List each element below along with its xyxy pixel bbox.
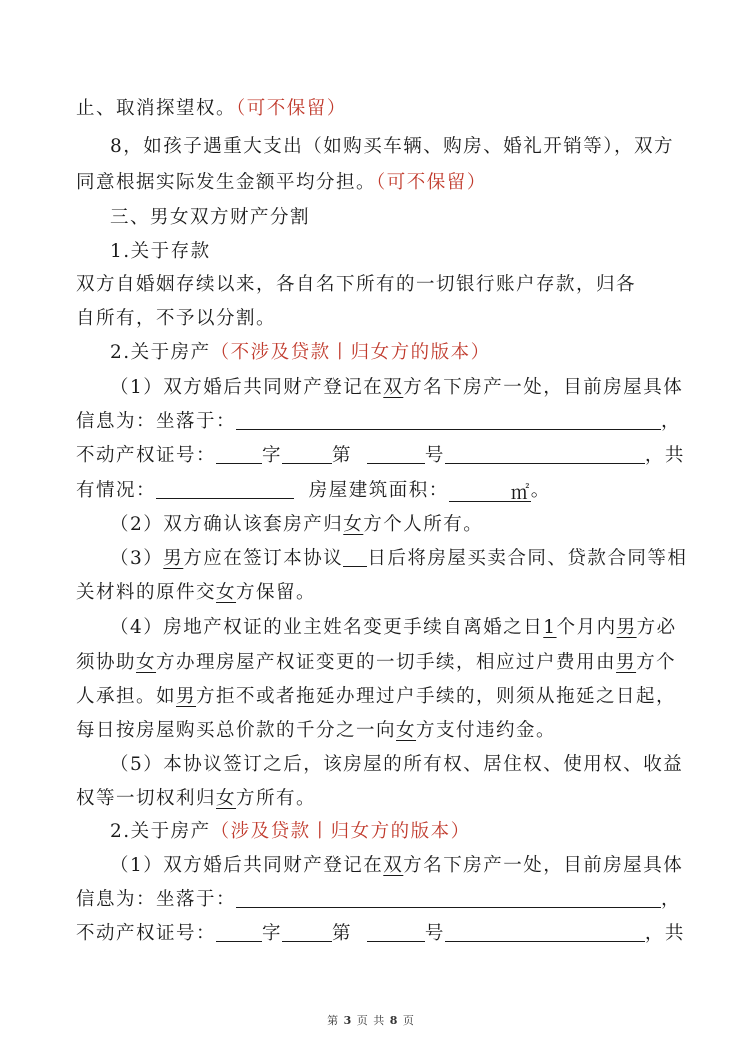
clause-text: 方必 xyxy=(636,617,677,638)
optional-note: （可不保留） xyxy=(236,98,347,119)
clause-text: 方拒不或者拖延办理过户手续的，则须从拖延之日起， xyxy=(196,686,677,707)
total-page-number: 8 xyxy=(389,1014,399,1027)
punctuation: 。 xyxy=(530,480,551,501)
filled-field: 女 xyxy=(396,720,417,741)
clause-text: 方所有。 xyxy=(236,788,317,809)
filled-field: 男 xyxy=(616,617,637,638)
filled-field: 女 xyxy=(343,514,364,535)
clause-text: 双方自婚姻存续以来，各自名下所有的一切银行账户存款，归各 xyxy=(76,274,637,295)
location-blank xyxy=(236,409,661,430)
field-label: 不动产权证号： xyxy=(76,923,217,944)
clause-text: 方个 xyxy=(636,652,677,673)
footer-text: 页 共 xyxy=(356,1014,386,1027)
field-label: 字 xyxy=(262,923,283,944)
clause-text: 方保留。 xyxy=(236,582,317,603)
text-line xyxy=(110,853,683,879)
version-note: （涉及贷款丨归女方的版本） xyxy=(210,821,471,842)
clause-text: 方支付违约金。 xyxy=(416,720,557,741)
clause-text: 自所有，不予以分割。 xyxy=(76,308,277,329)
punctuation: ， xyxy=(661,889,682,910)
section-title: 三、男女双方财产分割 xyxy=(110,207,311,228)
clause-text: （1）双方婚后共同财产登记在 xyxy=(110,855,384,876)
subsection-title: 2.关于房产 xyxy=(110,821,211,842)
text-line xyxy=(76,306,276,332)
clause-text: 权等一切权利归 xyxy=(76,788,217,809)
field-label: 号 xyxy=(424,445,445,466)
text-line xyxy=(110,512,483,538)
filled-field: 男 xyxy=(176,686,197,707)
ownership-blank xyxy=(156,478,294,499)
section-heading xyxy=(110,205,310,231)
days-blank xyxy=(343,546,367,567)
clause-text: 方个人所有。 xyxy=(363,514,484,535)
field-label: 字 xyxy=(262,445,283,466)
filled-field: 女 xyxy=(216,788,237,809)
clause-text: 须协助 xyxy=(76,652,137,673)
filled-field: 女 xyxy=(216,582,237,603)
cert-blank-3 xyxy=(367,921,425,942)
field-label: 不动产权证号： xyxy=(76,445,217,466)
clause-text: 日后将房屋买卖合同、贷款合同等相 xyxy=(367,548,688,569)
field-label: 有情况： xyxy=(76,480,157,501)
clause-text: 止、取消探望权。 xyxy=(76,98,237,119)
clause-text: 关材料的原件交 xyxy=(76,582,217,603)
text-line xyxy=(110,752,683,778)
subsection-heading xyxy=(110,819,471,845)
clause-text: 方名下房产一处，目前房屋具体 xyxy=(403,855,684,876)
text-line xyxy=(76,170,487,196)
cert-blank-4 xyxy=(445,921,645,942)
text-line xyxy=(76,786,316,812)
text-line xyxy=(76,478,551,504)
clause-text: （2）双方确认该套房产归 xyxy=(110,514,344,535)
cert-blank-2 xyxy=(282,921,332,942)
text-line xyxy=(76,684,676,710)
subsection-title: 1.关于存款 xyxy=(110,241,211,262)
text-line xyxy=(76,650,676,676)
cert-blank-1 xyxy=(216,921,262,942)
clause-text: 方办理房屋产权证变更的一切手续，相应过户费用由 xyxy=(156,652,617,673)
cert-blank-1 xyxy=(216,443,262,464)
text-line xyxy=(76,96,347,122)
location-blank xyxy=(236,887,661,908)
area-blank xyxy=(449,481,531,502)
filled-field: 女 xyxy=(136,652,157,673)
text-line xyxy=(110,134,674,160)
subsection-heading xyxy=(110,239,211,265)
text-line xyxy=(76,887,681,913)
text-line xyxy=(76,580,316,606)
field-label: 房屋建筑面积： xyxy=(308,480,449,501)
clause-text: 人承担。如 xyxy=(76,686,177,707)
field-label: 第 xyxy=(332,445,353,466)
field-label: ，共 xyxy=(644,923,685,944)
clause-text: 个月内 xyxy=(556,617,617,638)
page-footer xyxy=(0,1012,742,1028)
filled-field: 男 xyxy=(163,548,184,569)
text-line xyxy=(76,272,636,298)
field-label: 信息为：坐落于： xyxy=(76,889,237,910)
filled-field: 双 xyxy=(383,377,404,398)
text-line xyxy=(76,921,685,947)
clause-text: 方应在签订本协议 xyxy=(183,548,344,569)
optional-note: （可不保留） xyxy=(376,172,487,193)
clause-text: 同意根据实际发生金额平均分担。 xyxy=(76,172,377,193)
clause-text: （5）本协议签订之后，该房屋的所有权、居住权、使用权、收益 xyxy=(110,754,684,775)
text-line xyxy=(76,409,681,435)
clause-text: 8，如孩子遇重大支出（如购买车辆、购房、婚礼开销等），双方 xyxy=(110,136,675,157)
text-line xyxy=(76,443,685,469)
field-label: ，共 xyxy=(644,445,685,466)
filled-field: 双 xyxy=(383,855,404,876)
footer-text: 页 xyxy=(402,1014,415,1027)
current-page-number: 3 xyxy=(343,1014,353,1027)
version-note: （不涉及贷款丨归女方的版本） xyxy=(210,342,491,363)
cert-blank-3 xyxy=(367,443,425,464)
text-line xyxy=(110,615,677,641)
subsection-heading xyxy=(110,340,491,366)
field-label: 第 xyxy=(332,923,353,944)
text-line xyxy=(110,546,687,572)
clause-text: （4）房地产权证的业主姓名变更手续自离婚之日 xyxy=(110,617,544,638)
filled-field: 男 xyxy=(616,652,637,673)
field-label: 号 xyxy=(424,923,445,944)
clause-text: 每日按房屋购买总价款的千分之一向 xyxy=(76,720,397,741)
clause-text: 方名下房产一处，目前房屋具体 xyxy=(403,377,684,398)
clause-text: （1）双方婚后共同财产登记在 xyxy=(110,377,384,398)
filled-field: 1 xyxy=(543,617,557,638)
area-unit: ㎡ xyxy=(510,483,531,504)
cert-blank-4 xyxy=(445,443,645,464)
text-line xyxy=(76,718,556,744)
subsection-title: 2.关于房产 xyxy=(110,342,211,363)
footer-text: 第 xyxy=(327,1014,340,1027)
text-line xyxy=(110,375,683,401)
clause-text: （3） xyxy=(110,548,164,569)
cert-blank-2 xyxy=(282,443,332,464)
punctuation: ， xyxy=(661,411,682,432)
field-label: 信息为：坐落于： xyxy=(76,411,237,432)
